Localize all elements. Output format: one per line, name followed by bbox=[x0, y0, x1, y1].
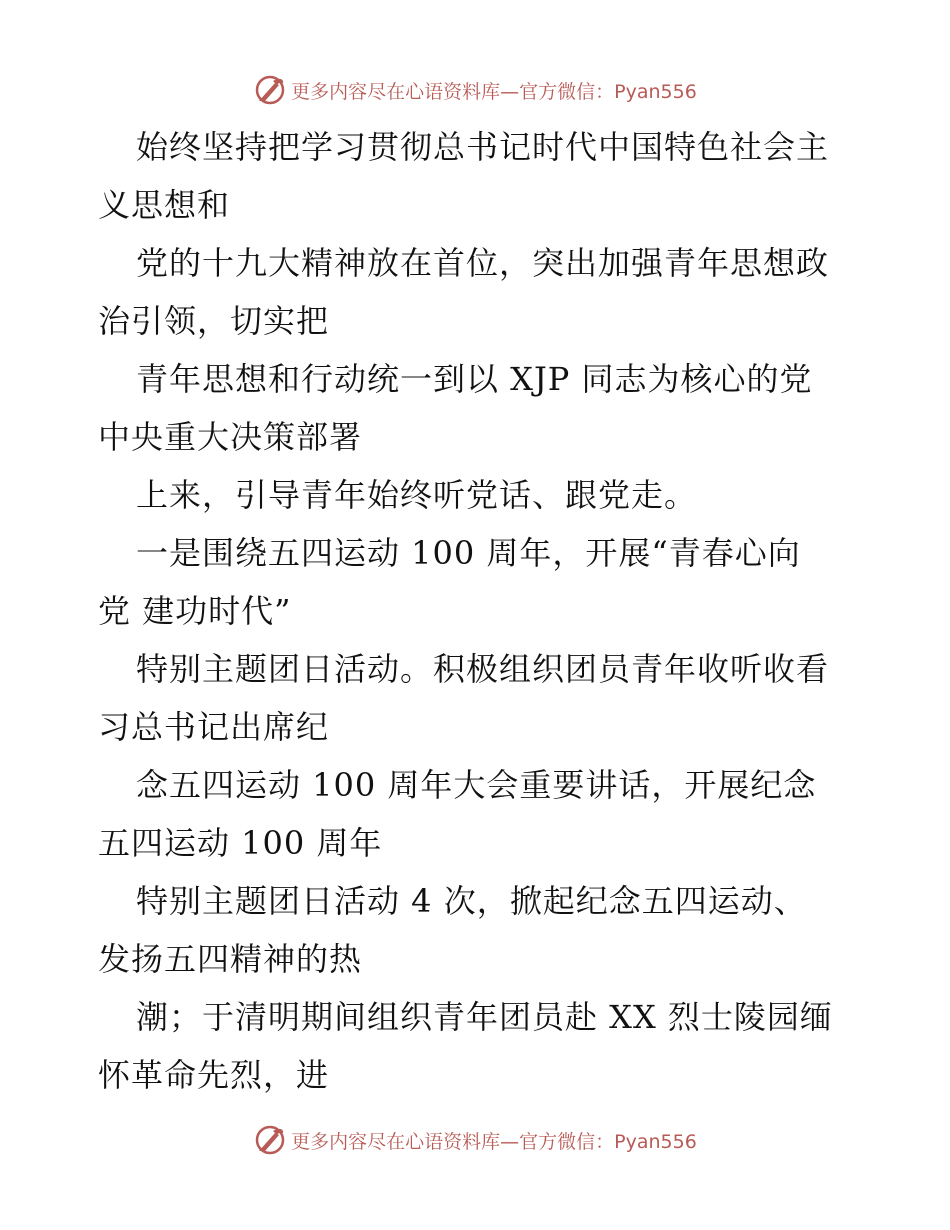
body-line: 中央重大决策部署 bbox=[98, 418, 363, 456]
document-body bbox=[98, 118, 858, 1104]
body-line: 念五四运动 100 周年大会重要讲话，开展纪念 bbox=[136, 766, 817, 804]
body-line: 治引领，切实把 bbox=[98, 302, 330, 340]
body-line: 一是围绕五四运动 100 周年，开展“青春心向 bbox=[136, 534, 801, 572]
body-line: 党 建功时代” bbox=[98, 592, 292, 630]
body-line: 习总书记出席纪 bbox=[98, 708, 330, 746]
body-line: 发扬五四精神的热 bbox=[98, 940, 363, 978]
body-line: 上来，引导青年始终听党话、跟党走。 bbox=[136, 476, 698, 514]
body-line: 青年思想和行动统一到以 XJP 同志为核心的党 bbox=[136, 360, 813, 398]
header-banner bbox=[0, 70, 950, 110]
body-line: 党的十九大精神放在首位，突出加强青年思想政 bbox=[136, 244, 830, 282]
body-line: 特别主题团日活动。积极组织团员青年收听收看 bbox=[136, 650, 830, 688]
header-banner-text: 更多内容尽在心语资料库—官方微信：Pyan556 bbox=[291, 80, 697, 103]
quill-pen-logo-icon bbox=[253, 73, 287, 107]
body-line: 义思想和 bbox=[98, 186, 231, 224]
footer-banner bbox=[0, 1120, 950, 1160]
footer-banner-text: 更多内容尽在心语资料库—官方微信：Pyan556 bbox=[291, 1130, 697, 1153]
body-line: 五四运动 100 周年 bbox=[98, 824, 383, 862]
body-line: 潮；于清明期间组织青年团员赴 XX 烈士陵园缅 bbox=[136, 998, 833, 1036]
quill-pen-logo-icon bbox=[253, 1123, 287, 1157]
body-line: 特别主题团日活动 4 次，掀起纪念五四运动、 bbox=[136, 882, 807, 920]
body-line: 怀革命先烈，进 bbox=[98, 1056, 330, 1094]
body-line: 始终坚持把学习贯彻总书记时代中国特色社会主 bbox=[136, 128, 830, 166]
